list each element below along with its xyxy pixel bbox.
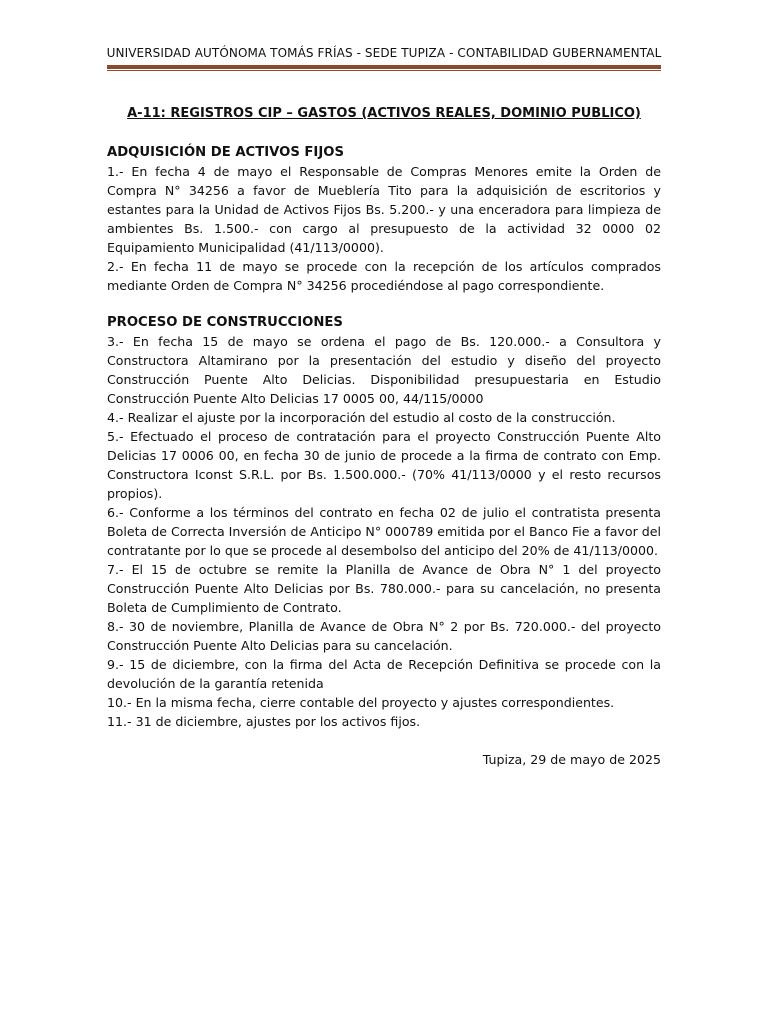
header-rule <box>107 65 661 69</box>
list-item: 11.- 31 de diciembre, ajustes por los activos fijos. <box>107 714 421 729</box>
list-item: 4.- Realizar el ajuste por la incorporación del estudio al costo de la construcción. <box>107 410 616 425</box>
page-header: UNIVERSIDAD AUTÓNOMA TOMÁS FRÍAS - SEDE TUPIZA - CONTABILIDAD GUBERNAMENTAL <box>106 46 662 60</box>
list-item: 9.- 15 de diciembre, con la firma del Acta de Recepción Definitiva se procede con la devolución de la garantía retenida <box>107 657 661 691</box>
list-item: 6.- Conforme a los términos del contrato en fecha 02 de julio el contratista presenta Boleta de Correcta Inversión de Anticipo N° 000789 emitida por el Banco Fie a favor del contratante por lo que se procede al desembolso del anticipo del 20% de 41/113/0000. <box>107 505 662 558</box>
list-item: 5.- Efectuado el proceso de contratación para el proyecto Construcción Puente Alto Delicias 17 0006 00, en fecha 30 de junio de procede a la firma de contrato con Emp. Constructora Iconst S.R.L. por Bs. 1.500.000.- (70% 41/113/0000 y el resto recursos propios). <box>107 429 661 501</box>
section-construcciones <box>107 313 661 731</box>
list-item: 1.- En fecha 4 de mayo el Responsable de Compras Menores emite la Orden de Compra N° 34256 a favor de Mueblería Tito para la adquisición de escritorios y estantes para la Unidad de Activos Fijos Bs. 5.200.- y una enceradora para limpieza de ambientes Bs. 1.500.- con cargo al presupuesto de la actividad 32 0000 02 Equipamiento Municipalidad (41/113/0000). <box>107 164 661 255</box>
document-title: A-11: REGISTROS CIP – GASTOS (ACTIVOS REALES, DOMINIO PUBLICO) <box>127 106 641 121</box>
list-item: 7.- El 15 de octubre se remite la Planilla de Avance de Obra N° 1 del proyecto Construcción Puente Alto Delicias por Bs. 780.000.- para su cancelación, no presenta Boleta de Cumplimiento de Contrato. <box>107 562 661 615</box>
list-item: 10.- En la misma fecha, cierre contable del proyecto y ajustes correspondientes. <box>107 695 615 710</box>
section-heading: ADQUISICIÓN DE ACTIVOS FIJOS <box>107 145 344 160</box>
list-item: 3.- En fecha 15 de mayo se ordena el pago de Bs. 120.000.- a Consultora y Constructora Altamirano por la presentación del estudio y diseño del proyecto Construcción Puente Alto Delicias. Disponibilidad presupuestaria en Estudio Construcción Puente Alto Delicias 17 0005 00, 44/115/0000 <box>107 334 661 406</box>
list-item: 2.- En fecha 11 de mayo se procede con la recepción de los artículos comprados mediante Orden de Compra N° 34256 procediéndose al pago correspondiente. <box>107 259 661 293</box>
section-adquisicion <box>107 143 661 295</box>
section-heading: PROCESO DE CONSTRUCCIONES <box>107 315 343 330</box>
list-item: 8.- 30 de noviembre, Planilla de Avance de Obra N° 2 por Bs. 720.000.- del proyecto Construcción Puente Alto Delicias para su cancelación. <box>107 619 661 653</box>
header-rule-thin <box>107 70 661 71</box>
place-date: Tupiza, 29 de mayo de 2025 <box>482 752 661 767</box>
